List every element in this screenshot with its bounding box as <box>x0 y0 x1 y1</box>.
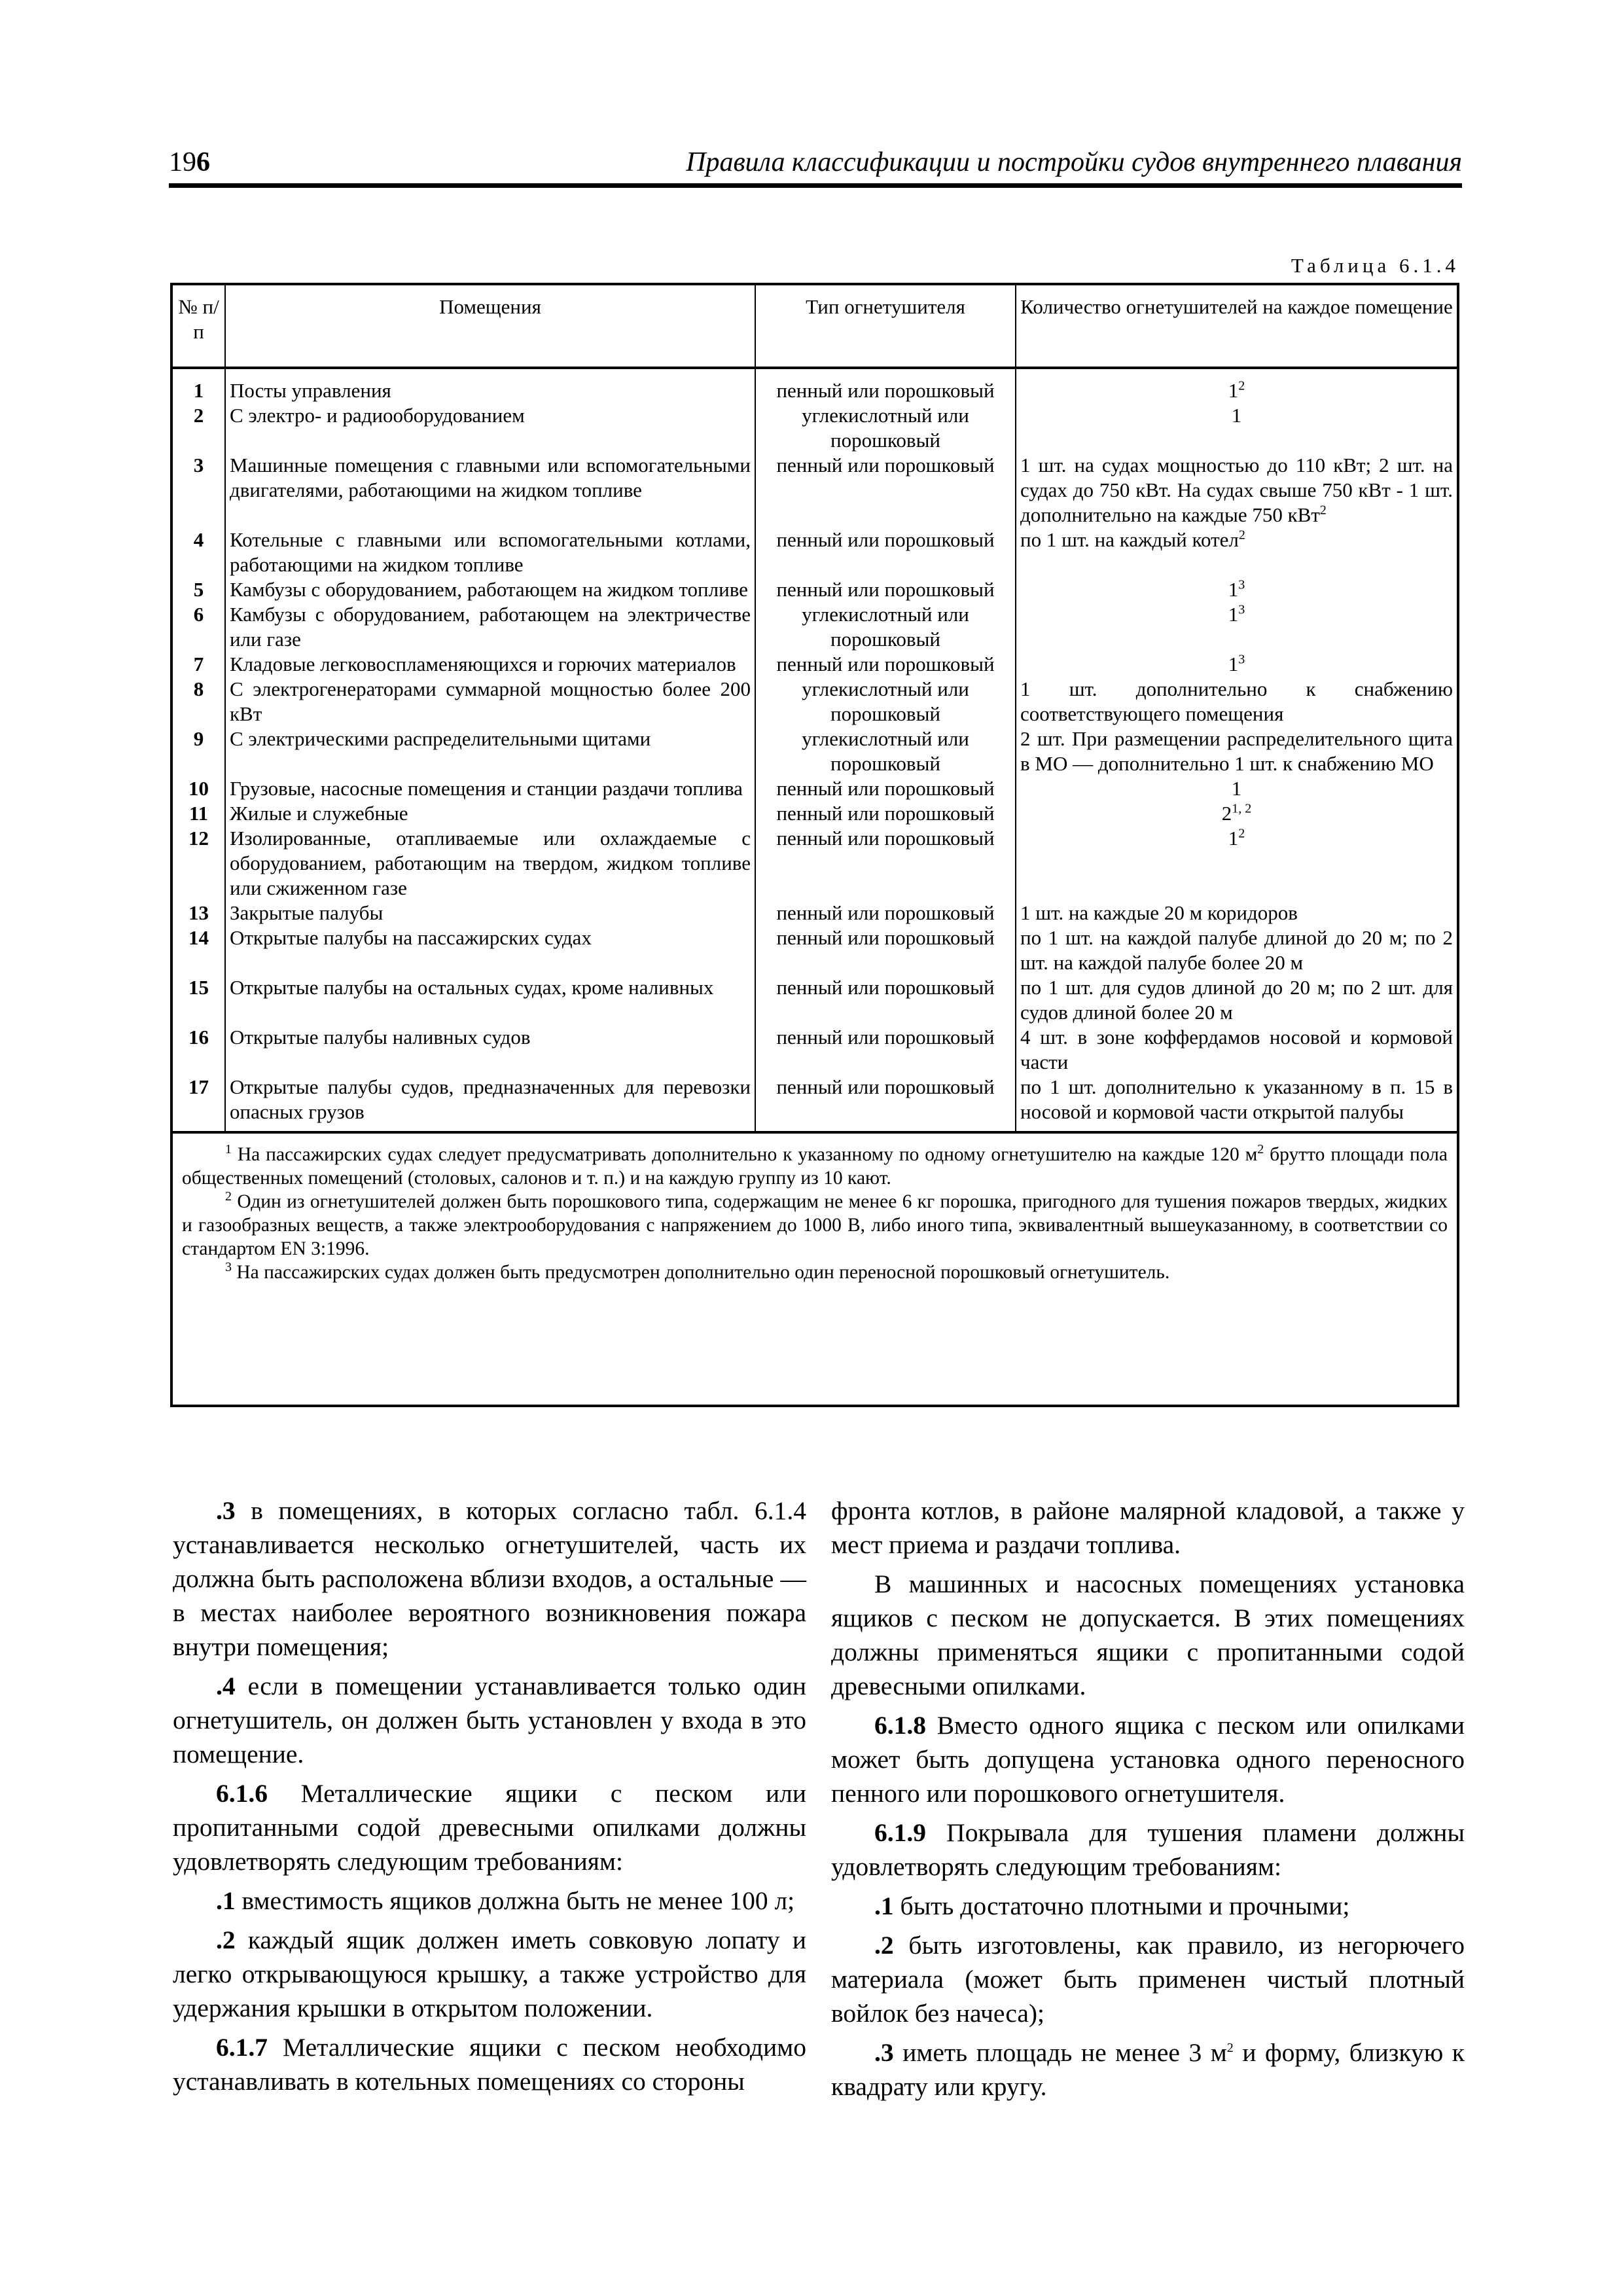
quantity-text: 1 <box>1228 603 1239 626</box>
quantity-cell <box>1016 577 1457 602</box>
row-number: 7 <box>173 652 225 677</box>
col-header-room: Помещения <box>225 285 755 368</box>
clause-text: Металлические ящики с песком или пропитанными содой древесными опилками должны удовлетворять следующим требованиям: <box>173 1779 806 1876</box>
clause-number: .3 <box>216 1496 236 1525</box>
quantity-text: 1 шт. на судах мощностью до 110 кВт; 2 шт. на судах до 750 кВт. На судах свыше 750 кВт - 1 шт. дополнительно на каждые 750 кВт <box>1020 454 1453 526</box>
footnote <box>182 1261 1448 1284</box>
footnote-ref: 3 <box>1238 652 1245 667</box>
body-paragraph <box>173 1669 806 1771</box>
clause-number: 6.1.6 <box>216 1779 268 1808</box>
table-row <box>173 368 1457 403</box>
footnote-mark: 1 <box>225 1142 232 1157</box>
footnote-mark: 3 <box>225 1260 232 1275</box>
clause-text: если в помещении устанавливается только один огнетушитель, он должен быть установлен у входа в это помещение. <box>173 1672 806 1768</box>
clause-number: 6.1.8 <box>874 1711 926 1740</box>
table-row <box>173 677 1457 726</box>
extinguisher-type-cell: пенный или порошковый <box>755 925 1016 975</box>
extinguisher-type-cell: пенный или порошковый <box>755 826 1016 901</box>
table-row <box>173 528 1457 577</box>
extinguisher-type-cell: углекислотный или порошковый <box>755 677 1016 726</box>
table-row <box>173 975 1457 1025</box>
footnote-sup: 2 <box>1257 1142 1264 1157</box>
text-column-right <box>831 1494 1465 2109</box>
clause-text: иметь площадь не менее 3 м <box>893 2038 1227 2067</box>
room-cell: Кладовые легковоспламеняющихся и горючих материалов <box>225 652 755 677</box>
footnote-ref: 2 <box>1238 378 1245 393</box>
quantity-cell <box>1016 403 1457 453</box>
table-footnotes <box>173 1131 1457 1284</box>
extinguisher-type-cell: углекислотный или порошковый <box>755 602 1016 652</box>
clause-text: Покрывала для тушения пламени должны удовлетворять следующим требованиям: <box>831 1818 1465 1881</box>
extinguisher-type-cell: пенный или порошковый <box>755 368 1016 403</box>
row-number: 14 <box>173 925 225 975</box>
quantity-text: по 1 шт. на каждый котел <box>1020 528 1239 551</box>
footnote-ref: 1, 2 <box>1232 801 1252 816</box>
body-paragraph-continued: фронта котлов, в районе малярной кладовой, а также у мест приема и раздачи топлива. <box>831 1496 1465 1559</box>
quantity-text: 1 шт. дополнительно к снабжению соответствующего помещения <box>1020 677 1453 725</box>
quantity-cell <box>1016 901 1457 925</box>
room-cell: Закрытые палубы <box>225 901 755 925</box>
extinguisher-type-cell: пенный или порошковый <box>755 1075 1016 1131</box>
clause-text: В машинных и насосных помещениях установка ящиков с песком не допускается. В этих помещениях должны применяться ящики с пропитанными содой древесными опилками. <box>831 1570 1465 1700</box>
footnote-mark: 2 <box>225 1189 232 1204</box>
room-cell: Открытые палубы судов, предназначенных для перевозки опасных грузов <box>225 1075 755 1131</box>
quantity-text: по 1 шт. для судов длиной до 20 м; по 2 шт. для судов длиной более 20 м <box>1020 976 1453 1024</box>
extinguisher-type-cell: пенный или порошковый <box>755 577 1016 602</box>
quantity-cell <box>1016 776 1457 801</box>
body-paragraph <box>173 1884 806 1918</box>
quantity-cell <box>1016 528 1457 577</box>
quantity-cell <box>1016 453 1457 528</box>
room-cell: Открытые палубы наливных судов <box>225 1025 755 1075</box>
room-cell: Камбузы с оборудованием, работающем на электричестве или газе <box>225 602 755 652</box>
table-row <box>173 826 1457 901</box>
extinguisher-type-cell: углекислотный или порошковый <box>755 726 1016 776</box>
row-number: 2 <box>173 403 225 453</box>
quantity-cell <box>1016 801 1457 826</box>
clause-number: 6.1.7 <box>216 2033 268 2062</box>
room-cell: Грузовые, насосные помещения и станции раздачи топлива <box>225 776 755 801</box>
quantity-cell <box>1016 826 1457 901</box>
table-row <box>173 776 1457 801</box>
table-row <box>173 801 1457 826</box>
table-header-row <box>173 285 1457 368</box>
superscript: 2 <box>1226 2040 1234 2055</box>
row-number: 16 <box>173 1025 225 1075</box>
quantity-text: 1 <box>1231 404 1242 427</box>
quantity-cell <box>1016 368 1457 403</box>
table-body <box>173 368 1457 1131</box>
quantity-cell <box>1016 975 1457 1025</box>
room-cell: Посты управления <box>225 368 755 403</box>
extinguisher-type-cell: пенный или порошковый <box>755 801 1016 826</box>
table-row <box>173 901 1457 925</box>
clause-text: в помещениях, в которых согласно табл. 6.1.4 устанавливается несколько огнетушителей, часть их должна быть расположена вблизи входов, а остальные — в местах наиболее вероятного возникновения пожара внутри помещения; <box>173 1496 806 1661</box>
quantity-text: 1 <box>1228 379 1239 402</box>
table-row <box>173 403 1457 453</box>
extinguisher-type-cell: углекислотный или порошковый <box>755 403 1016 453</box>
room-cell: Изолированные, отапливаемые или охлаждаемые с оборудованием, работающим на твердом, жидком топливе или сжиженном газе <box>225 826 755 901</box>
row-number: 6 <box>173 602 225 652</box>
footnote <box>182 1143 1448 1190</box>
page-header <box>169 143 1462 188</box>
body-paragraph <box>173 1494 806 1664</box>
room-cell: Камбузы с оборудованием, работающем на жидком топливе <box>225 577 755 602</box>
quantity-cell <box>1016 1025 1457 1075</box>
body-paragraph <box>173 1923 806 2025</box>
row-number: 9 <box>173 726 225 776</box>
clause-number: .1 <box>874 1892 894 1920</box>
extinguisher-type-cell: пенный или порошковый <box>755 652 1016 677</box>
extinguisher-type-cell: пенный или порошковый <box>755 453 1016 528</box>
room-cell: Котельные с главными или вспомогательными котлами, работающими на жидком топливе <box>225 528 755 577</box>
row-number: 17 <box>173 1075 225 1131</box>
room-cell: Машинные помещения с главными или вспомогательными двигателями, работающими на жидком топливе <box>225 453 755 528</box>
quantity-text: 1 <box>1228 653 1239 675</box>
body-paragraph <box>173 1776 806 1878</box>
room-cell: Открытые палубы на остальных судах, кроме наливных <box>225 975 755 1025</box>
table-row <box>173 1075 1457 1131</box>
clause-text: вместимость ящиков должна быть не менее 100 л; <box>235 1886 795 1915</box>
room-cell: С электрогенераторами суммарной мощностью более 200 кВт <box>225 677 755 726</box>
quantity-text: 4 шт. в зоне коффердамов носовой и кормовой части <box>1020 1026 1453 1073</box>
table-row <box>173 453 1457 528</box>
body-paragraph <box>831 1928 1465 2030</box>
footnote-text: На пассажирских судах следует предусматривать дополнительно к указанному по одному огнетушителю на каждые 120 м <box>232 1144 1258 1165</box>
footnote-ref: 3 <box>1238 577 1245 592</box>
row-number: 12 <box>173 826 225 901</box>
table-caption: Таблица 6.1.4 <box>1291 254 1459 277</box>
clause-text: быть достаточно плотными и прочными; <box>893 1892 1350 1920</box>
extinguisher-type-cell: пенный или порошковый <box>755 528 1016 577</box>
body-paragraph <box>173 2030 806 2098</box>
clause-number: .2 <box>874 1931 894 1960</box>
row-number: 3 <box>173 453 225 528</box>
table-row <box>173 726 1457 776</box>
row-number: 10 <box>173 776 225 801</box>
footnote-ref: 2 <box>1238 528 1245 543</box>
clause-number: 6.1.9 <box>874 1818 926 1847</box>
extinguisher-type-cell: пенный или порошковый <box>755 975 1016 1025</box>
row-number: 1 <box>173 368 225 403</box>
footnote-text: На пассажирских судах должен быть предусмотрен дополнительно один переносной порошковый огнетушитель. <box>232 1262 1170 1283</box>
quantity-text: 1 <box>1228 578 1239 601</box>
row-number: 5 <box>173 577 225 602</box>
running-title: Правила классификации и постройки судов внутреннего плавания <box>686 147 1462 177</box>
extinguisher-type-cell: пенный или порошковый <box>755 776 1016 801</box>
footnote-ref: 3 <box>1238 602 1245 617</box>
extinguisher-type-cell: пенный или порошковый <box>755 901 1016 925</box>
quantity-text: по 1 шт. дополнительно к указанному в п. 15 в носовой и кормовой части открытой палубы <box>1020 1075 1453 1123</box>
clause-tail: и форму, близкую к квадрату или кругу. <box>831 2038 1465 2101</box>
clause-number: .2 <box>216 1926 236 1954</box>
quantity-cell <box>1016 1075 1457 1131</box>
body-paragraph <box>831 1708 1465 1810</box>
clause-number: .1 <box>216 1886 236 1915</box>
row-number: 4 <box>173 528 225 577</box>
clause-number: .3 <box>874 2038 894 2067</box>
room-cell: Жилые и служебные <box>225 801 755 826</box>
clause-text: каждый ящик должен иметь совковую лопату и легко открывающуюся крышку, а также устройство для удержания крышки в открытом положении. <box>173 1926 806 2022</box>
clause-text: быть изготовлены, как правило, из негорючего материала (может быть применен чистый плотный войлок без начеса); <box>831 1931 1465 2028</box>
quantity-text: 1 <box>1231 777 1242 800</box>
quantity-text: 1 <box>1228 827 1239 850</box>
footnote-tail: брутто площади пола общественных помещений (столовых, салонов и т. п.) и на каждую группу из 10 кают. <box>182 1144 1448 1189</box>
quantity-cell <box>1016 602 1457 652</box>
extinguisher-type-cell: пенный или порошковый <box>755 1025 1016 1075</box>
table-row <box>173 577 1457 602</box>
body-paragraph <box>831 1889 1465 1923</box>
quantity-cell <box>1016 925 1457 975</box>
quantity-text: по 1 шт. на каждой палубе длиной до 20 м; по 2 шт. на каждой палубе более 20 м <box>1020 926 1453 974</box>
room-cell: Открытые палубы на пассажирских судах <box>225 925 755 975</box>
table-row <box>173 602 1457 652</box>
clause-number: .4 <box>216 1672 236 1700</box>
quantity-cell <box>1016 677 1457 726</box>
col-header-type: Тип огнетушителя <box>755 285 1016 368</box>
footnote-ref: 2 <box>1319 503 1327 518</box>
row-number: 15 <box>173 975 225 1025</box>
table-row <box>173 1025 1457 1075</box>
quantity-text: 1 шт. на каждые 20 м коридоров <box>1020 901 1298 924</box>
footnote <box>182 1190 1448 1261</box>
room-cell: С электро- и радиооборудованием <box>225 403 755 453</box>
col-header-qty: Количество огнетушителей на каждое помещение <box>1016 285 1457 368</box>
quantity-cell <box>1016 652 1457 677</box>
text-column-left <box>173 1494 806 2104</box>
table-row <box>173 652 1457 677</box>
page-number: 196 <box>169 147 210 177</box>
clause-text: Вместо одного ящика с песком или опилками может быть допущена установка одного переносного пенного или порошкового огнетушителя. <box>831 1711 1465 1808</box>
room-cell: С электрическими распределительными щитами <box>225 726 755 776</box>
body-paragraph <box>831 2036 1465 2104</box>
footnote-ref: 2 <box>1238 826 1245 841</box>
table-row <box>173 925 1457 975</box>
row-number: 11 <box>173 801 225 826</box>
clause-text: Металлические ящики с песком необходимо устанавливать в котельных помещениях со стороны <box>173 2033 806 2096</box>
extinguisher-table <box>170 283 1459 1407</box>
quantity-cell <box>1016 726 1457 776</box>
row-number: 13 <box>173 901 225 925</box>
quantity-text: 2 <box>1221 802 1232 825</box>
footnote-text: Один из огнетушителей должен быть порошкового типа, содержащим не менее 6 кг порошка, пригодного для тушения пожаров твердых, жидких и газообразных веществ, а также электрооборудования с напряжением до 1000 В, либо иного типа, эквивалентный вышеуказанному, в соответствии со стандартом EN 3:1996. <box>182 1191 1448 1259</box>
body-paragraph <box>831 1816 1465 1884</box>
col-header-num: № п/п <box>173 285 225 368</box>
quantity-text: 2 шт. При размещении распределительного щита в МО — дополнительно 1 шт. к снабжению МО <box>1020 727 1453 775</box>
body-paragraph <box>831 1567 1465 1703</box>
row-number: 8 <box>173 677 225 726</box>
